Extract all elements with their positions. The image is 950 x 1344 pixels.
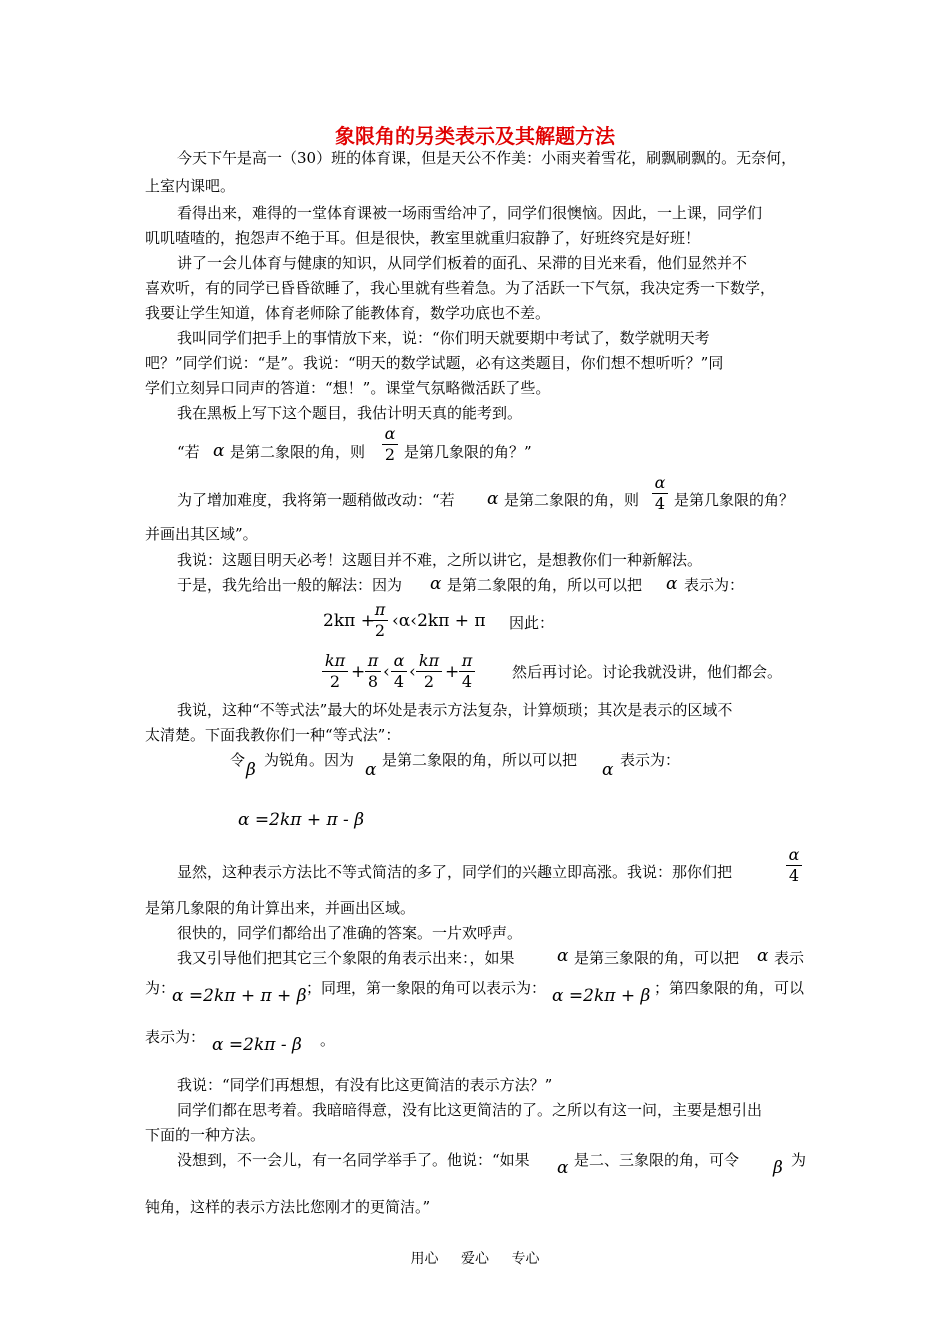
fraction-pi-over-8: π 8 — [365, 652, 381, 691]
beta-symbol: β — [773, 1158, 783, 1178]
paragraph-15-line-2: 下面的一种方法。 — [145, 1126, 266, 1144]
beta-symbol: β — [246, 760, 256, 780]
paragraph-6-start: 为了增加难度，我将第一题稍做改动：“若 — [177, 491, 455, 509]
paragraph-1-line-1: 今天下午是高一（30）班的体育课，但是天公不作美：小雨夹着雪花，刷飘刷飘的。无奈何， — [177, 149, 797, 167]
paragraph-10-start: 令 — [230, 751, 246, 769]
paragraph-8-mid: 是第二象限的角，所以可以把 — [447, 576, 643, 594]
less-than-sign: ‹ — [383, 662, 390, 682]
alpha-symbol: α — [430, 574, 442, 594]
paragraph-16-start: 没想到，不一会儿，有一名同学举手了。他说：“如果 — [177, 1151, 530, 1169]
paragraph-9-line-1: 我说，这种“不等式法”最大的坏处是表示方法复杂，计算烦琐；其次是表示的区域不 — [177, 701, 733, 719]
alpha-symbol: α — [602, 760, 614, 780]
plus-sign: + — [351, 662, 366, 682]
inequality-1-right: ‹α‹2kπ + π — [392, 611, 486, 631]
document-title: 象限角的另类表示及其解题方法 — [335, 124, 615, 148]
paragraph-16-mid: 是二、三象限的角，可令 — [574, 1151, 740, 1169]
paragraph-11-line-2: 是第几象限的角计算出来，并画出区域。 — [145, 899, 416, 917]
paragraph-3-line-1: 讲了一会儿体育与健康的知识，从同学们板着的面孔、呆滞的目光来看，他们显然并不 — [177, 254, 748, 272]
alpha-symbol: α — [557, 1158, 569, 1178]
paragraph-10-end: 表示为： — [620, 751, 681, 769]
paragraph-15-line-1: 同学们都在思考着。我暗暗得意，没有比这更简洁的了。之所以有这一问，主要是想引出 — [177, 1101, 763, 1119]
less-than-sign: ‹ — [409, 662, 416, 682]
equation-second-quadrant: α =2kπ + π - β — [238, 810, 365, 830]
alpha-symbol: α — [365, 760, 377, 780]
paragraph-4-line-3: 学们立刻异口同声的答道：“想！”。课堂气氛略微活跃了些。 — [145, 379, 551, 397]
paragraph-3-line-2: 喜欢听，有的同学已昏昏欲睡了，我心里就有些着急。为了活跃一下气氛，我决定秀一下数学， — [145, 279, 776, 297]
paragraph-10-mid-2: 是第二象限的角，所以可以把 — [382, 751, 578, 769]
paragraph-8-end: 表示为： — [684, 576, 745, 594]
paragraph-6-mid: 是第二象限的角，则 — [504, 491, 640, 509]
paragraph-1-line-2: 上室内课吧。 — [145, 177, 236, 195]
paragraph-13-line-3-end: 。 — [320, 1031, 336, 1049]
paragraph-8-start: 于是，我先给出一般的解法：因为 — [177, 576, 403, 594]
paragraph-4-line-2: 吧？”同学们说：“是”。我说：“明天的数学试题，必有这类题目，你们想不想听听？”同 — [145, 354, 724, 372]
paragraph-13-mid: 是第三象限的角，可以把 — [574, 949, 740, 967]
fraction-pi-over-2: π 2 — [372, 601, 388, 640]
paragraph-13-line-2-mid: ；同理，第一象限的角可以表示为： — [306, 979, 547, 997]
equation-first-quadrant: α =2kπ + β — [552, 986, 651, 1006]
inequality-2-text: 然后再讨论。讨论我就没讲，他们都会。 — [512, 663, 783, 681]
paragraph-9-line-2: 太清楚。下面我教你们一种“等式法”： — [145, 726, 401, 744]
paragraph-13-end: 表示 — [774, 949, 805, 967]
paragraph-16-line-2: 钝角，这样的表示方法比您刚才的更简洁。” — [145, 1198, 431, 1216]
paragraph-14: 我说：“同学们再想想，有没有比这更简洁的表示方法？” — [177, 1076, 553, 1094]
inequality-1-left: 2kπ + — [323, 611, 375, 631]
alpha-symbol: α — [557, 946, 569, 966]
fraction-pi-over-4: π 4 — [459, 652, 475, 691]
equation-fourth-quadrant: α =2kπ - β — [212, 1035, 302, 1055]
alpha-symbol: α — [666, 574, 678, 594]
fraction-alpha-over-4: α 4 — [652, 474, 668, 513]
paragraph-11-start: 显然，这种表示方法比不等式简洁的多了，同学们的兴趣立即高涨。我说：那你们把 — [177, 863, 733, 881]
question-1-end: 是第几象限的角？” — [404, 443, 532, 461]
question-1-mid: 是第二象限的角，则 — [230, 443, 366, 461]
paragraph-13-line-2-end: ；第四象限的角，可以 — [654, 979, 805, 997]
paragraph-5: 我在黑板上写下这个题目，我估计明天真的能考到。 — [177, 404, 523, 422]
page-footer: 用心 爱心 专心 — [410, 1251, 540, 1267]
plus-sign: + — [445, 662, 460, 682]
paragraph-6-end: 是第几象限的角？ — [674, 491, 795, 509]
paragraph-2-line-2: 叽叽喳喳的，抱怨声不绝于耳。但是很快，教室里就重归寂静了，好班终究是好班！ — [145, 229, 701, 247]
paragraph-12: 很快的，同学们都给出了准确的答案。一片欢呼声。 — [177, 924, 523, 942]
inequality-1-text: 因此： — [509, 614, 555, 632]
fraction-alpha-over-4: α 4 — [786, 846, 802, 885]
equation-third-quadrant: α =2kπ + π + β — [172, 986, 307, 1006]
paragraph-7: 我说：这题目明天必考！这题目并不难，之所以讲它，是想教你们一种新解法。 — [177, 551, 703, 569]
alpha-symbol: α — [487, 489, 499, 509]
paragraph-13-start: 我又引导他们把其它三个象限的角表示出来：，如果 — [177, 949, 515, 967]
paragraph-2-line-1: 看得出来，难得的一堂体育课被一场雨雪给冲了，同学们很懊恼。因此，一上课，同学们 — [177, 204, 763, 222]
paragraph-13-line-3-start: 表示为： — [145, 1028, 206, 1046]
paragraph-10-mid-1: 为锐角。因为 — [264, 751, 355, 769]
fraction-alpha-over-4: α 4 — [391, 652, 407, 691]
alpha-symbol: α — [213, 441, 225, 461]
paragraph-16-end: 为 — [791, 1151, 807, 1169]
paragraph-4-line-1: 我叫同学们把手上的事情放下来，说：“你们明天就要期中考试了，数学就明天考 — [177, 329, 710, 347]
alpha-symbol: α — [757, 946, 769, 966]
paragraph-6-line-2: 并画出其区域”。 — [145, 525, 258, 543]
paragraph-3-line-3: 我要让学生知道，体育老师除了能教体育，数学功底也不差。 — [145, 304, 551, 322]
question-1-start: “若 — [177, 443, 200, 461]
paragraph-13-line-2-start: 为： — [145, 979, 176, 997]
fraction-kpi-over-2: kπ 2 — [416, 652, 442, 691]
fraction-kpi-over-2: kπ 2 — [322, 652, 348, 691]
fraction-alpha-over-2: α 2 — [382, 425, 398, 464]
